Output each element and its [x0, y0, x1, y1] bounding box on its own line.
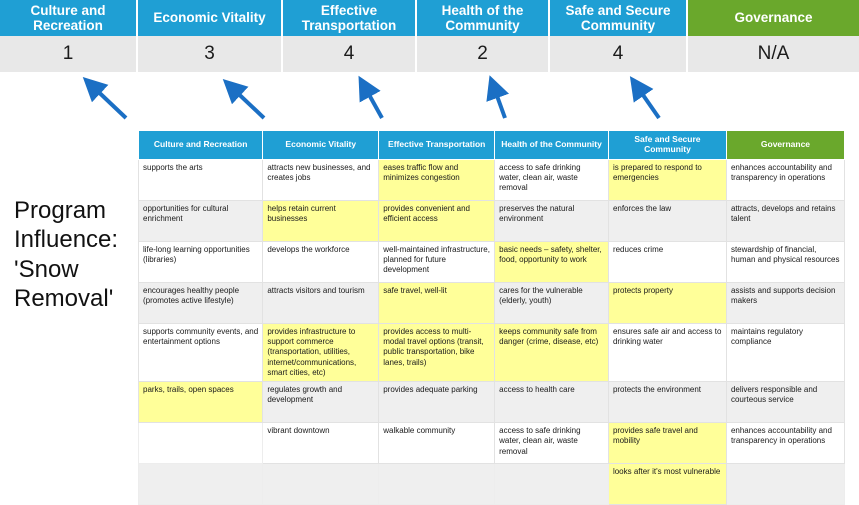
- matrix-row: [139, 242, 845, 283]
- matrix-cell-r2-c0: life-long learning opportunities (libraries): [139, 242, 263, 283]
- matrix-cell-r3-c1: attracts visitors and tourism: [263, 283, 379, 324]
- priority-score-3: 2: [417, 36, 550, 72]
- matrix-cell-r7-c3: [495, 464, 609, 505]
- matrix-cell-r1-c1: helps retain current businesses: [263, 201, 379, 242]
- priority-header-0: Culture and Recreation: [0, 0, 138, 36]
- matrix-cell-r7-c2: [379, 464, 495, 505]
- matrix-cell-r0-c4: is prepared to respond to emergencies: [608, 160, 726, 201]
- matrix-cell-r6-c3: access to safe drinking water, clean air, waste removal: [495, 423, 609, 464]
- arrow-culture-recreation: [88, 82, 126, 118]
- priority-header-1: Economic Vitality: [138, 0, 283, 36]
- matrix-cell-r6-c5: enhances accountability and transparency in operations: [726, 423, 844, 464]
- matrix-cell-r2-c3: basic needs – safety, shelter, food, opportunity to work: [495, 242, 609, 283]
- matrix-cell-r4-c0: supports community events, and entertainment options: [139, 324, 263, 382]
- matrix-cell-r4-c3: keeps community safe from danger (crime, disease, etc): [495, 324, 609, 382]
- matrix-cell-r2-c4: reduces crime: [608, 242, 726, 283]
- matrix-cell-r4-c1: provides infrastructure to support commerce (transportation, utilities, internet/communications, smart cities, etc): [263, 324, 379, 382]
- matrix-cell-r1-c4: enforces the law: [608, 201, 726, 242]
- matrix-cell-r1-c3: preserves the natural environment: [495, 201, 609, 242]
- matrix-cell-r2-c5: stewardship of financial, human and physical resources: [726, 242, 844, 283]
- matrix-cell-r2-c2: well-maintained infrastructure, planned for future development: [379, 242, 495, 283]
- matrix-body: [139, 160, 845, 505]
- matrix-cell-r3-c5: assists and supports decision makers: [726, 283, 844, 324]
- matrix-col-header-0: Culture and Recreation: [139, 131, 263, 160]
- matrix-cell-r6-c4: provides safe travel and mobility: [608, 423, 726, 464]
- matrix-col-header-1: Economic Vitality: [263, 131, 379, 160]
- matrix-cell-r7-c0: [139, 464, 263, 505]
- matrix-row: [139, 160, 845, 201]
- priority-header-3: Health of the Community: [417, 0, 550, 36]
- matrix-col-header-2: Effective Transportation: [379, 131, 495, 160]
- matrix-cell-r4-c4: ensures safe air and access to drinking water: [608, 324, 726, 382]
- priority-score-1: 3: [138, 36, 283, 72]
- matrix-cell-r0-c2: eases traffic flow and minimizes congestion: [379, 160, 495, 201]
- priority-header-4: Safe and Secure Community: [550, 0, 688, 36]
- matrix-cell-r3-c3: cares for the vulnerable (elderly, youth): [495, 283, 609, 324]
- matrix-cell-r7-c4: looks after it's most vulnerable: [608, 464, 726, 505]
- caption-line-2: Influence:: [14, 226, 119, 254]
- matrix-cell-r3-c4: protects property: [608, 283, 726, 324]
- matrix-row: [139, 324, 845, 382]
- matrix-cell-r1-c2: provides convenient and efficient access: [379, 201, 495, 242]
- matrix-row: [139, 283, 845, 324]
- matrix-cell-r6-c1: vibrant downtown: [263, 423, 379, 464]
- priority-score-row: [0, 36, 859, 72]
- matrix-cell-r1-c0: opportunities for cultural enrichment: [139, 201, 263, 242]
- arrow-layer: [0, 72, 859, 132]
- matrix-cell-r0-c0: supports the arts: [139, 160, 263, 201]
- matrix-cell-r5-c4: protects the environment: [608, 382, 726, 423]
- arrow-economic-vitality: [228, 84, 264, 118]
- matrix-cell-r5-c5: delivers responsible and courteous service: [726, 382, 844, 423]
- priority-score-4: 4: [550, 36, 688, 72]
- arrow-effective-transportation: [362, 82, 382, 118]
- matrix-cell-r4-c2: provides access to multi-modal travel options (transit, public transportation, bike lanes, trails): [379, 324, 495, 382]
- matrix-cell-r6-c0: [139, 423, 263, 464]
- matrix-row: [139, 423, 845, 464]
- matrix-row: [139, 201, 845, 242]
- matrix-col-header-3: Health of the Community: [495, 131, 609, 160]
- matrix-cell-r5-c0: parks, trails, open spaces: [139, 382, 263, 423]
- caption-line-1: Program: [14, 197, 107, 224]
- strategic-priorities-header: [0, 0, 859, 36]
- matrix-col-header-4: Safe and Secure Community: [608, 131, 726, 160]
- matrix-cell-r3-c2: safe travel, well-lit: [379, 283, 495, 324]
- priority-score-0: 1: [0, 36, 138, 72]
- caption-line-3: 'Snow: [14, 255, 79, 283]
- matrix-cell-r7-c5: [726, 464, 844, 505]
- arrow-health-community: [492, 82, 505, 118]
- priority-score-5: N/A: [688, 36, 859, 72]
- matrix-cell-r2-c1: develops the workforce: [263, 242, 379, 283]
- matrix-cell-r5-c1: regulates growth and development: [263, 382, 379, 423]
- matrix-row: [139, 464, 845, 505]
- priority-score-2: 4: [283, 36, 417, 72]
- matrix-cell-r0-c5: enhances accountability and transparency in operations: [726, 160, 844, 201]
- matrix-cell-r7-c1: [263, 464, 379, 505]
- matrix-header-row: [139, 131, 845, 160]
- matrix-cell-r6-c2: walkable community: [379, 423, 495, 464]
- matrix-row: [139, 382, 845, 423]
- matrix-cell-r5-c2: provides adequate parking: [379, 382, 495, 423]
- program-influence-caption: [14, 196, 139, 313]
- matrix-cell-r4-c5: maintains regulatory compliance: [726, 324, 844, 382]
- matrix-cell-r3-c0: encourages healthy people (promotes active lifestyle): [139, 283, 263, 324]
- matrix-col-header-5: Governance: [726, 131, 844, 160]
- matrix-cell-r1-c5: attracts, develops and retains talent: [726, 201, 844, 242]
- matrix-cell-r0-c1: attracts new businesses, and creates jobs: [263, 160, 379, 201]
- arrow-safe-secure-community: [634, 82, 659, 118]
- matrix-cell-r5-c3: access to health care: [495, 382, 609, 423]
- priority-header-5: Governance: [688, 0, 859, 36]
- priority-attributes-matrix: [138, 130, 845, 505]
- matrix-cell-r0-c3: access to safe drinking water, clean air, waste removal: [495, 160, 609, 201]
- caption-line-4: Removal': [14, 284, 114, 312]
- priority-header-2: Effective Transportation: [283, 0, 417, 36]
